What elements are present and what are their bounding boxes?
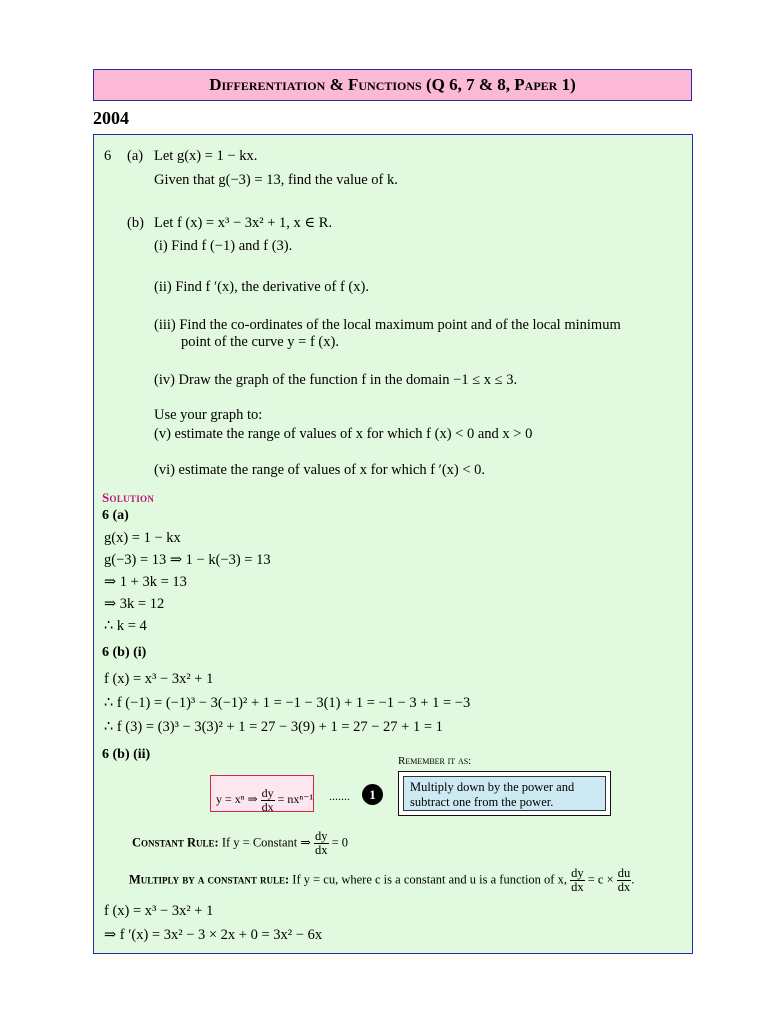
part-b-iii-line2: point of the curve y = f (x). [181,334,339,350]
remember-note-box [398,771,611,816]
question-number: 6 [104,148,112,164]
constant-rule [132,830,348,857]
constant-rule-end: = 0 [331,835,349,850]
part-a-line1: Let g(x) = 1 − kx. [154,148,258,164]
use-graph-text: Use your graph to: [154,407,263,423]
power-rule-right: = nxⁿ⁻¹ [277,791,314,806]
multiply-rule-fraction [617,866,635,895]
multiply-rule-fraction [570,867,585,894]
solution-a-line: ⇒ 1 + 3k = 13 [104,574,187,590]
fraction-denominator: dx [571,880,584,895]
part-b-vi: (vi) estimate the range of values of x for which f ′(x) < 0. [154,462,486,478]
note-line: subtract one from the power. [410,795,554,809]
constant-rule-name: Constant Rule: [132,835,219,850]
solution-bi-line: ∴ f (3) = (3)³ − 3(3)² + 1 = 27 − 3(9) + 1 = 27 − 27 + 1 = 1 [104,719,443,735]
part-b-iv: (iv) Draw the graph of the function f in the domain −1 ≤ x ≤ 3. [154,372,518,388]
step-number-badge: 1 [362,784,383,805]
constant-rule-text: If y = Constant ⇒ [218,835,311,850]
solution-bi-line: ∴ f (−1) = (−1)³ − 3(−1)² + 1 = −1 − 3(1) + 1 = −1 − 3 + 1 = −3 [104,695,471,711]
solution-a-heading: 6 (a) [102,508,129,523]
fraction-denominator: dx [315,843,328,858]
fraction-numerator: dy [571,866,584,880]
power-rule-fraction [261,787,275,813]
constant-rule-fraction [314,830,329,857]
solution-bii-heading: 6 (b) (ii) [102,747,151,762]
solution-bi-heading: 6 (b) (i) [102,645,147,660]
part-b-line1: Let f (x) = x³ − 3x² + 1, x ∈ R. [154,215,333,231]
remember-label: Remember it as: [398,755,472,767]
fraction-denominator: dx [261,799,274,814]
part-b-iii-line1: (iii) Find the co-ordinates of the local maximum point and of the local minimum [154,317,621,333]
part-b-label: (b) [127,215,144,231]
question-panel [93,134,693,954]
solution-a-line: g(x) = 1 − kx [104,530,181,546]
part-b-i: (i) Find f (−1) and f (3). [154,238,293,254]
multiply-rule-end: . [631,872,635,887]
fraction-numerator: dy [261,786,274,800]
part-b-v: (v) estimate the range of values of x for which f (x) < 0 and x > 0 [154,426,533,442]
solution-label: Solution [102,490,155,505]
title-end: 1) [557,75,576,94]
solution-bii-line: ⇒ f ′(x) = 3x² − 3 × 2x + 0 = 3x² − 6x [104,927,323,943]
multiply-rule-text: If y = cu, where c is a constant and u is a function of x, [289,872,567,887]
solution-a-line: ∴ k = 4 [104,618,147,634]
remember-note-inner [403,776,606,811]
year-heading: 2004 [93,108,129,128]
multiply-rule-mid: = c × [587,872,614,887]
solution-bii-line: f (x) = x³ − 3x² + 1 [104,903,214,919]
note-line: Multiply down by the power and [410,780,575,794]
part-a-line2: Given that g(−3) = 13, find the value of k. [154,172,398,188]
title-part1: Differentiation [209,75,326,94]
power-rule-box [210,775,314,812]
title-amp: & [325,75,348,94]
page-banner [93,69,692,101]
fraction-numerator: dy [315,829,328,843]
title-part2: Functions [347,75,422,94]
multiply-constant-rule [129,867,634,894]
solution-a-line: g(−3) = 13 ⇒ 1 − k(−3) = 13 [104,552,271,568]
title-paper: Paper [514,75,558,94]
power-rule-left: y = xⁿ ⇒ [216,791,258,806]
solution-a-line: ⇒ 3k = 12 [104,596,165,612]
leader-dots: ....... [329,789,350,803]
part-b-ii: (ii) Find f ′(x), the derivative of f (x). [154,279,369,295]
fraction-denominator: dx [617,880,631,895]
title-q: (Q 6, 7 & 8, [421,75,515,94]
solution-bi-line: f (x) = x³ − 3x² + 1 [104,671,214,687]
fraction-numerator: du [617,866,631,880]
multiply-rule-name: Multiply by a constant rule: [129,872,290,887]
part-a-label: (a) [127,148,144,164]
